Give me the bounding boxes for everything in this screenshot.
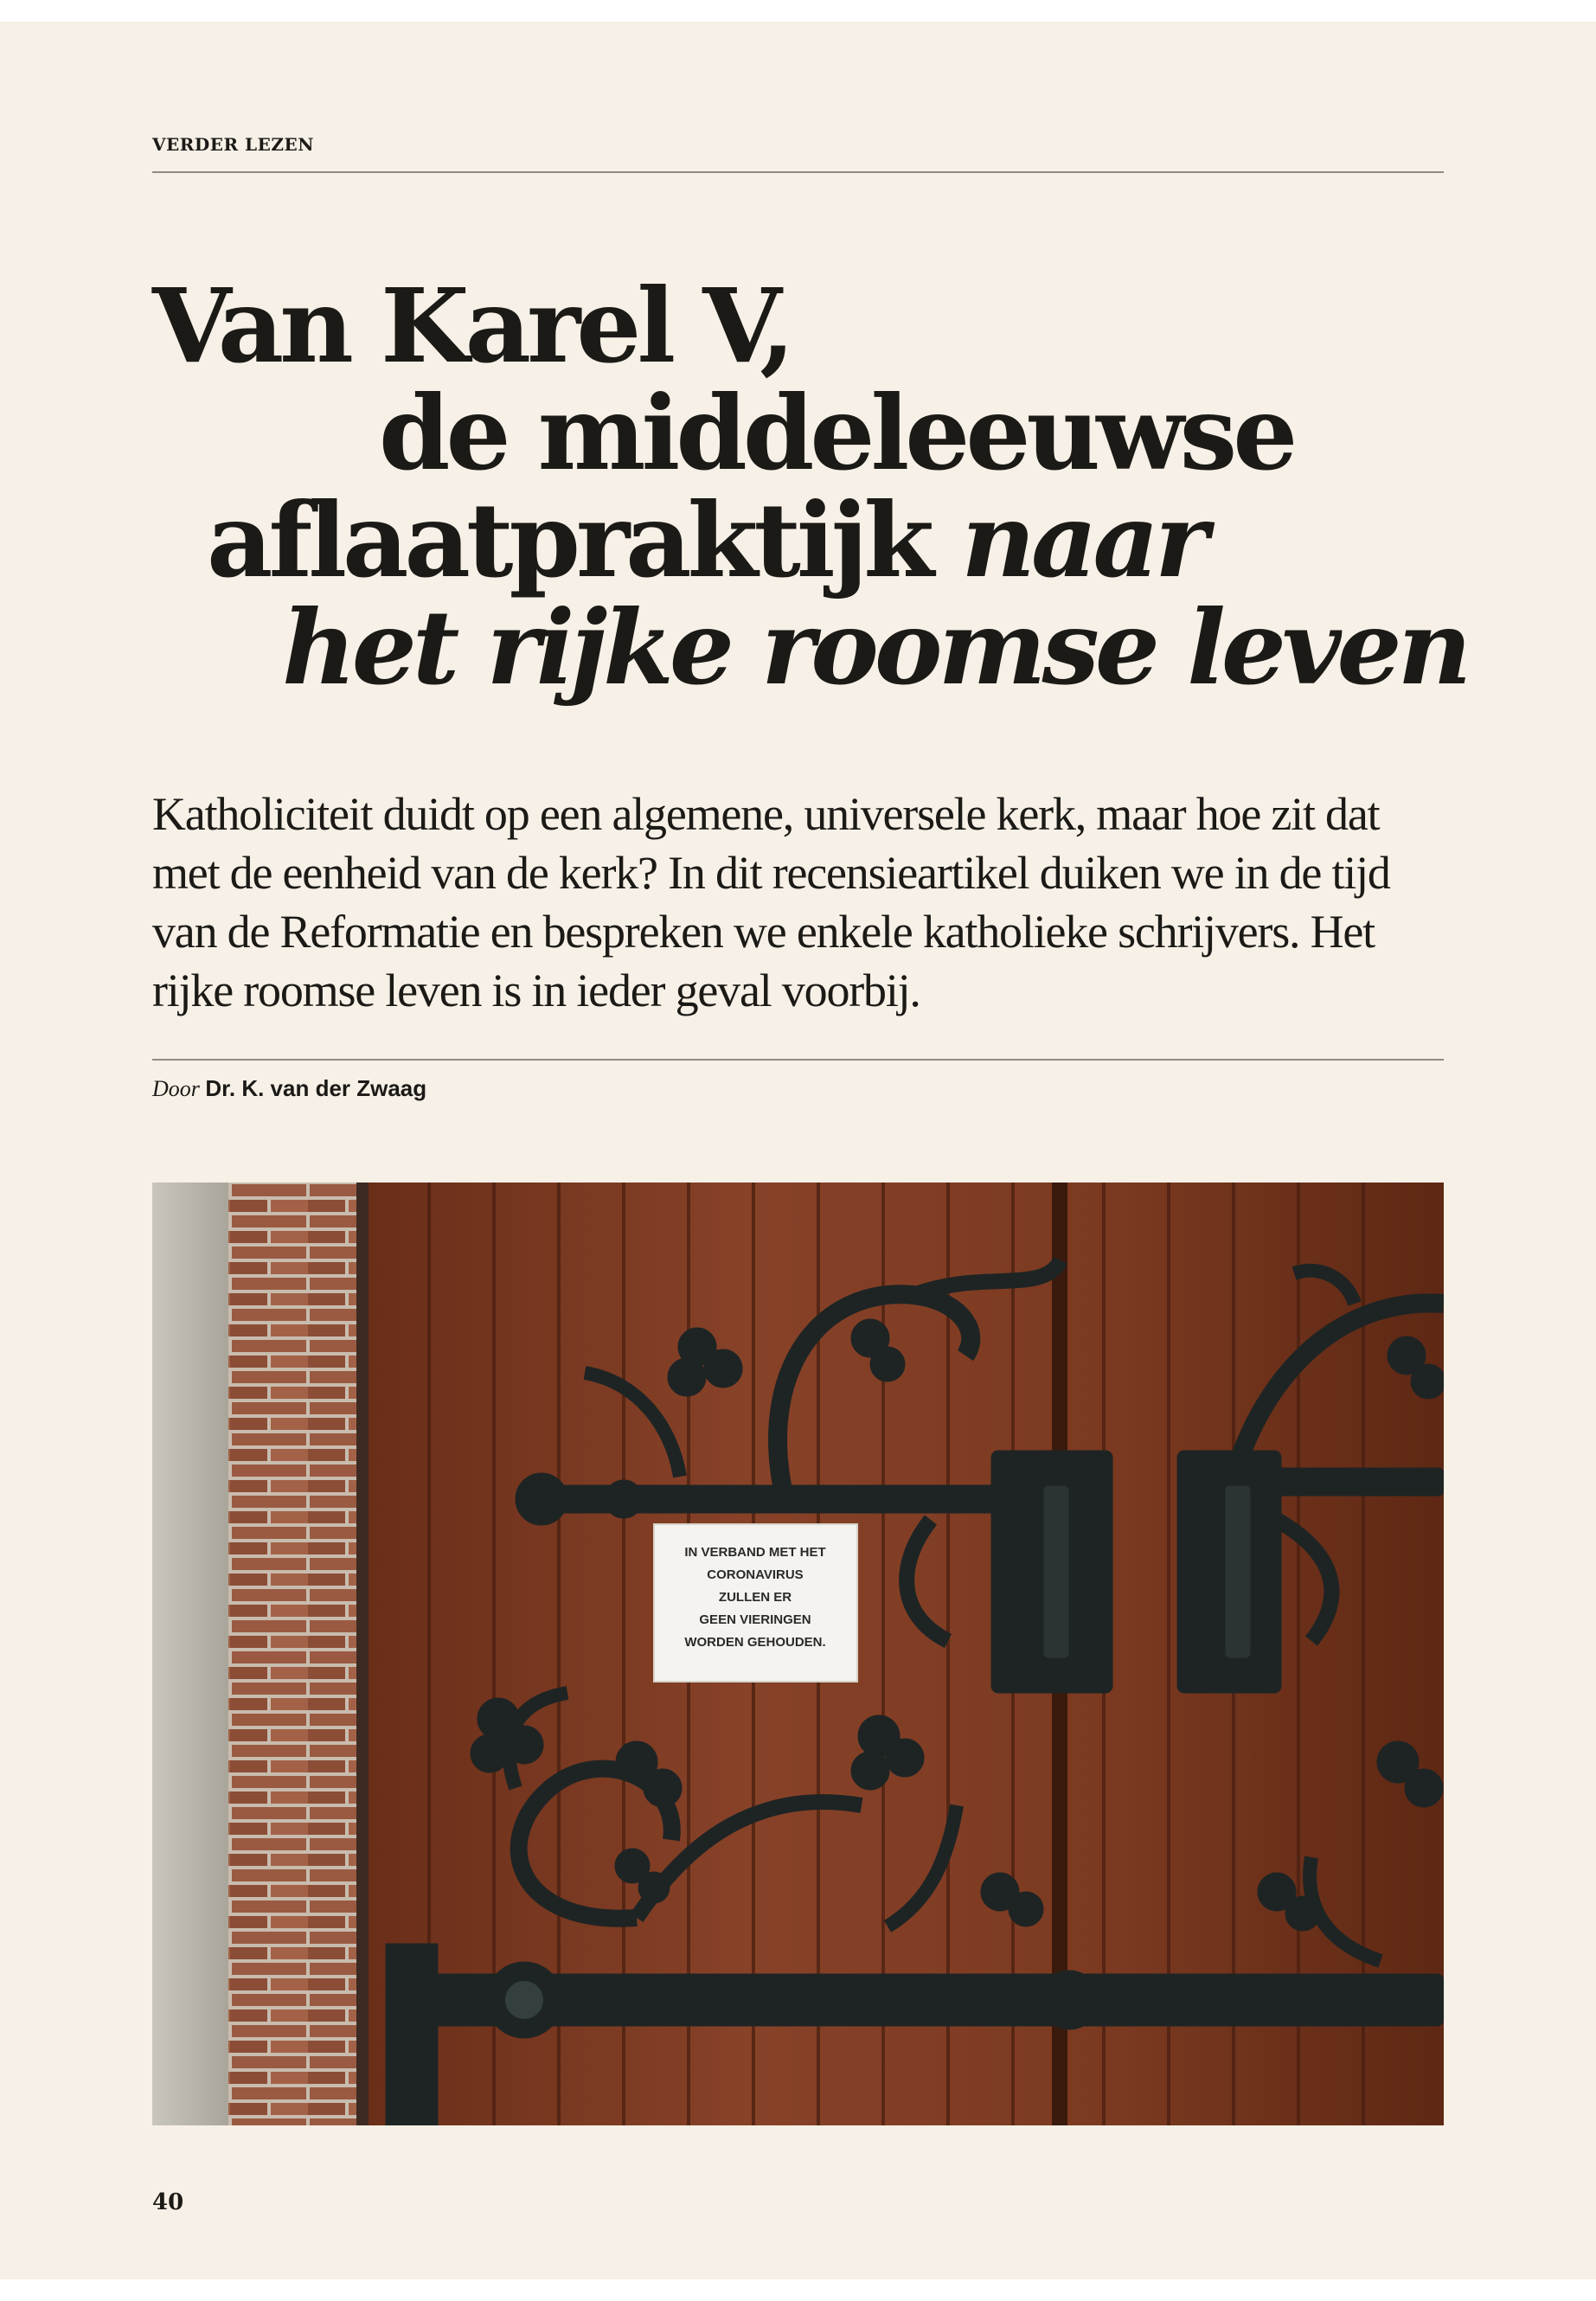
article-intro: Katholiciteit duidt op een algemene, universele kerk, maar hoe zit dat met de eenheid van de kerk? In dit recensieartikel duiken we in de tijd van de Reformatie en bespreken we enkele katholieke schrijvers. Het rijke roomse leven is in ieder geval voorbij.	[152, 788, 1390, 1016]
magazine-page	[0, 22, 1596, 2279]
notice-line-1: IN VERBAND MET HET	[684, 1545, 826, 1560]
headline-line-4	[152, 587, 1468, 708]
notice-line-3: ZULLEN ER	[718, 1590, 792, 1605]
article-headline	[152, 266, 1468, 708]
stone-jamb	[152, 1183, 228, 2125]
section-label: VERDER LEZEN	[152, 134, 314, 155]
byline-divider	[152, 1059, 1444, 1061]
headline-line-4-italic: het rijke roomse leven	[282, 587, 1468, 708]
top-divider	[152, 171, 1444, 173]
notice-line-4: GEEN VIERINGEN	[699, 1612, 811, 1627]
notice-line-5: WORDEN GEHOUDEN.	[684, 1635, 826, 1650]
page-number: 40	[152, 2189, 184, 2215]
brick-pillar	[228, 1183, 367, 2125]
headline-line-2: de middeleeuwse	[379, 373, 1294, 493]
headline-line-3-italic: naar	[961, 480, 1205, 600]
headline-line-1: Van Karel V,	[152, 266, 792, 386]
notice-line-2: CORONAVIRUS	[707, 1567, 804, 1582]
byline-prefix: Door	[152, 1076, 200, 1101]
headline-line-3	[152, 480, 1450, 600]
byline-author: Dr. K. van der Zwaag	[205, 1075, 427, 1101]
church-door-photo	[152, 1183, 1444, 2125]
headline-line-3-plain: aflaatpraktijk	[207, 480, 931, 600]
byline	[152, 1075, 426, 1102]
